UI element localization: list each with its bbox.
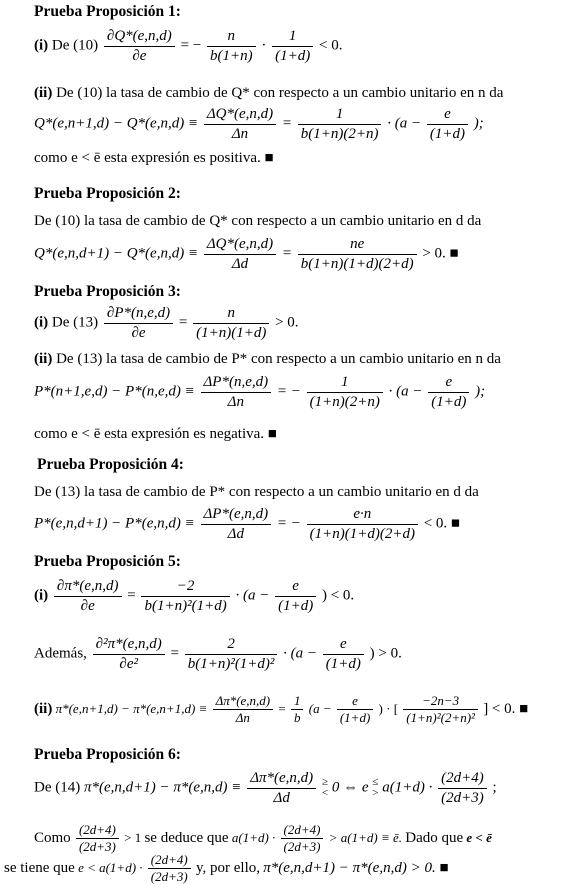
p5-part-ii xyxy=(34,694,528,726)
heading-prueba-2: Prueba Proposición 2: xyxy=(34,185,181,202)
text: Dado que xyxy=(405,829,464,846)
fraction: $\frac{e}{(1+d)}$ xyxy=(323,636,364,672)
relation-stack: ≥ < xyxy=(321,776,329,799)
operator: = − xyxy=(180,37,202,54)
relation: < 0. ■ xyxy=(423,515,460,532)
fraction: $\frac{\Delta P*(n,e,d)}{\Delta n}$ xyxy=(201,374,272,410)
operator: ; xyxy=(492,779,497,796)
operator: = xyxy=(278,700,286,716)
relation: < 0. xyxy=(318,37,343,54)
fraction: $\frac{e}{(1+d)}$ xyxy=(275,578,316,614)
p2-formula xyxy=(34,236,459,272)
operator: = xyxy=(178,314,188,331)
operator: ) · [ xyxy=(378,700,399,716)
fraction: $\frac{e\cdot n}{(1+n)(1+d)(2+d)}$ xyxy=(307,506,418,542)
fraction: $\frac{\partial Q*(e,n,d)}{\partial e}$ xyxy=(104,28,175,64)
relation: ) > 0. xyxy=(369,645,402,662)
operator: · (a − xyxy=(388,383,423,400)
heading-prueba-6: Prueba Proposición 6: xyxy=(34,746,181,763)
lhs: π*(e,n+1,d) − π*(e,n+1,d) ≡ xyxy=(55,700,208,716)
p4-formula xyxy=(34,506,460,542)
operator: = xyxy=(127,587,136,604)
fraction: $\frac{-2}{\text{b(1+n)²(1+d)}}$ xyxy=(141,578,229,614)
p6-formula xyxy=(34,770,497,806)
operator: = − xyxy=(276,383,301,400)
text: Además, xyxy=(34,645,87,662)
fraction: $\frac{e}{(1+d)}$ xyxy=(427,106,468,142)
relation: > 0. xyxy=(275,314,299,331)
operator: · xyxy=(261,37,267,54)
text: se tiene que xyxy=(4,859,75,876)
operator: = xyxy=(170,645,179,662)
label: (ii) xyxy=(34,351,53,367)
operator: = xyxy=(281,115,292,132)
heading-prueba-3: Prueba Proposición 3: xyxy=(34,283,181,300)
label: (i) xyxy=(34,37,49,54)
fraction: $\frac{\partial\pi*(e,n,d)}{\partial e}$ xyxy=(54,578,122,614)
fraction: $\frac{\text{∂²π*(e,n,d)}}{\text{∂e²}}$ xyxy=(93,636,165,672)
text: De (10) la tasa de cambio de Q* con respecto a un cambio unitario en n da xyxy=(56,85,504,101)
expression: π*(e,n,d+1) − π*(e,n,d) > 0. ■ xyxy=(263,859,449,876)
text: y, por ello, xyxy=(195,859,260,876)
label: (ii) xyxy=(34,700,53,717)
text: De (13) la tasa de cambio de P* con respecto a un cambio unitario en n da xyxy=(56,351,501,367)
text: De (13) xyxy=(51,314,99,331)
p1-part-ii-text xyxy=(34,86,503,101)
relation: ] < 0. ■ xyxy=(483,700,529,717)
operator: = xyxy=(281,245,292,262)
p3-part-i xyxy=(34,305,299,341)
operator: ); xyxy=(475,383,486,400)
expression: e < ē xyxy=(466,829,492,845)
operator: 0 ⇔ e xyxy=(331,779,369,796)
fraction: $\frac{\partial P*(n,e,d)}{\partial e}$ xyxy=(104,305,173,341)
operator: · (a − xyxy=(235,587,270,604)
lhs: Q*(e,n,d+1) − Q*(e,n,d) ≡ xyxy=(34,245,199,262)
text: se deduce que xyxy=(144,829,229,846)
expression: > a(1+d) ≡ ē. xyxy=(328,829,402,845)
fraction: $\frac{\Delta Q*(e,n,d)}{\Delta n}$ xyxy=(204,106,276,142)
fraction: $\frac{(2d+4)}{(2d+3)}$ xyxy=(438,770,487,806)
text: Como xyxy=(34,829,71,846)
text: De (10) xyxy=(51,37,99,54)
p1-note: como e < ē esta expresión es positiva. ■ xyxy=(34,150,274,166)
fraction: $\frac{1}{b(1+n)(2+n)}$ xyxy=(298,106,382,142)
p5-part-i xyxy=(34,578,354,614)
lhs: Q*(e,n+1,d) − Q*(e,n,d) ≡ xyxy=(34,115,199,132)
lhs: π*(e,n,d+1) − π*(e,n,d) ≡ xyxy=(83,779,242,796)
rhs: a(1+d) · xyxy=(382,779,433,796)
lhs: P*(n+1,e,d) − P*(n,e,d) ≡ xyxy=(34,383,195,400)
operator: (a − xyxy=(308,700,332,716)
p2-text: De (10) la tasa de cambio de Q* con respecto a un cambio unitario en d da xyxy=(34,213,482,229)
fraction: $\frac{(2d+4)}{(2d+3)}$ xyxy=(281,823,324,855)
operator: · (a − xyxy=(387,115,422,132)
fraction: $\frac{1}{b}$ xyxy=(291,694,304,726)
p6-last xyxy=(4,853,449,885)
text: De (14) xyxy=(34,779,81,796)
fraction: $\frac{(2d+4)}{(2d+3)}$ xyxy=(76,823,119,855)
label: (i) xyxy=(34,587,49,604)
fraction: $\frac{e}{(1+d)}$ xyxy=(337,694,373,726)
p5-ademas xyxy=(34,636,402,672)
relation-stack: ≤ > xyxy=(372,776,379,799)
fraction: $\frac{n}{(1+n)(1+d)}$ xyxy=(193,305,269,341)
operator: · (a − xyxy=(283,645,318,662)
expression: e < a(1+d) · xyxy=(78,859,143,875)
fraction: $\frac{ne}{b(1+n)(1+d)(2+d)}$ xyxy=(298,236,417,272)
p1-part-ii-formula xyxy=(34,106,484,142)
p6-como xyxy=(34,823,492,855)
heading-prueba-4: Prueba Proposición 4: xyxy=(37,456,184,473)
fraction: $\frac{(2d+4)}{(2d+3)}$ xyxy=(148,853,191,885)
relation: ) < 0. xyxy=(321,587,355,604)
fraction: $\frac{-2n-3}{\text{(1+n)²(2+n)²}}$ xyxy=(403,694,478,726)
fraction: $\frac{\Delta\pi*(e,n,d)}{\Delta n}$ xyxy=(213,694,274,726)
p3-part-ii-text xyxy=(34,352,501,367)
expression: a(1+d) · xyxy=(231,829,276,845)
p1-part-i xyxy=(34,28,342,64)
heading-prueba-5: Prueba Proposición 5: xyxy=(34,553,181,570)
fraction: $\frac{n}{b(1+n)}$ xyxy=(207,28,256,64)
fraction: $\frac{1}{(1+n)(2+n)}$ xyxy=(307,374,383,410)
p3-part-ii-formula xyxy=(34,374,485,410)
fraction: $\frac{\Delta P*(e,n,d)}{\Delta d}$ xyxy=(201,506,272,542)
relation: > 1 xyxy=(124,829,142,845)
fraction: $\frac{\Delta Q*(e,n,d)}{\Delta d}$ xyxy=(204,236,276,272)
label: (i) xyxy=(34,314,49,331)
heading-prueba-1: Prueba Proposición 1: xyxy=(34,3,181,20)
fraction: $\frac{\Delta\pi*(e,n,d)}{\Delta d}$ xyxy=(247,770,316,806)
relation: > 0. ■ xyxy=(422,245,459,262)
label: (ii) xyxy=(34,85,53,101)
fraction: $\frac{e}{(1+d)}$ xyxy=(428,374,469,410)
p3-note: como e < ē esta expresión es negativa. ■ xyxy=(34,426,277,442)
fraction: $\frac{2}{\text{b(1+n)²(1+d)²}}$ xyxy=(185,636,278,672)
operator: = − xyxy=(276,515,301,532)
fraction: $\frac{1}{(1+d)}$ xyxy=(272,28,313,64)
lhs: P*(e,n,d+1) − P*(e,n,d) ≡ xyxy=(34,515,195,532)
operator: ); xyxy=(473,115,484,132)
p4-text: De (13) la tasa de cambio de P* con respecto a un cambio unitario en d da xyxy=(34,484,479,500)
